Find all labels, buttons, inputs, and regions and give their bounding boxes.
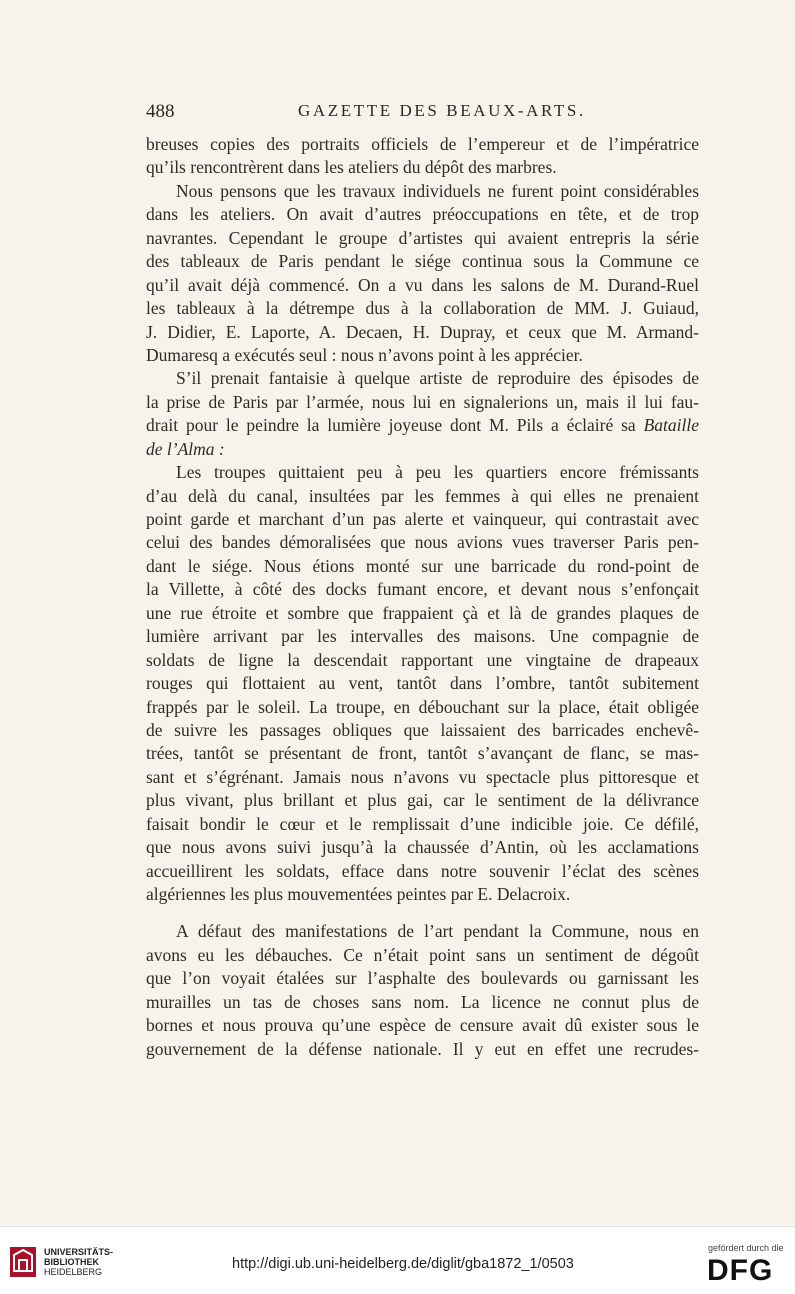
library-logo-icon bbox=[10, 1247, 36, 1277]
text-line-content: des tableaux de Paris pendant le siége continua sous la Commune ce bbox=[146, 251, 699, 272]
text-line bbox=[146, 649, 699, 672]
text-line-content: algériennes les plus mouvementées peintes par E. Delacroix. bbox=[146, 884, 571, 904]
text-line bbox=[146, 1038, 699, 1061]
text-line bbox=[146, 321, 699, 344]
body-text bbox=[146, 133, 699, 1061]
text-line bbox=[146, 274, 699, 297]
text-line-content: accueillirent les soldats, efface dans notre souvenir l’éclat des scènes bbox=[146, 860, 699, 881]
text-line bbox=[146, 531, 699, 554]
text-line-content: murailles un tas de choses sans nom. La licence ne connut plus de bbox=[146, 991, 699, 1012]
text-line-content: de suivre les passages obliques que laissaient des barricades enchevê- bbox=[146, 719, 699, 740]
text-line-content: que nous avons suivi jusqu’à la chaussée d’Antin, où les acclamations bbox=[146, 837, 699, 858]
text-line-content: A défaut des manifestations de l’art pendant la Commune, nous en bbox=[176, 921, 699, 942]
text-line bbox=[146, 367, 699, 390]
text-line-content: soldats de ligne la descendait rapportant une vingtaine de drapeaux bbox=[146, 649, 699, 670]
text-line bbox=[146, 742, 699, 765]
library-name-line2: BIBLIOTHEK bbox=[44, 1257, 99, 1267]
text-line-content: qu’il avait déjà commencé. On a vu dans les salons de M. Durand-Ruel bbox=[146, 274, 699, 295]
text-line-content: trées, tantôt se présentant de front, tantôt s’avançant de flanc, se mas- bbox=[146, 743, 699, 764]
text-line-content: sant et s’égrénant. Jamais nous n’avons vu spectacle plus pittoresque et bbox=[146, 766, 699, 787]
text-line-content: plus vivant, plus brillant et plus gai, car le sentiment de la délivrance bbox=[146, 790, 699, 811]
text-line bbox=[146, 944, 699, 967]
text-line-content: la Villette, à côté des docks fumant encore, et devant nous s’enfonçait bbox=[146, 579, 699, 600]
text-line bbox=[146, 344, 699, 367]
text-line-content: lumière arrivant par les intervalles des maisons. Une compagnie de bbox=[146, 626, 699, 647]
library-name-line1: UNIVERSITÄTS- bbox=[44, 1247, 114, 1257]
permalink-url[interactable]: http://digi.ub.uni-heidelberg.de/diglit/gba1872_1/0503 bbox=[232, 1256, 574, 1272]
text-line-content: Nous pensons que les travaux individuels ne furent point considérables bbox=[176, 180, 699, 201]
italic-title: de l’Alma : bbox=[146, 438, 225, 459]
text-line bbox=[146, 578, 699, 601]
funded-by-label: gefördert durch die bbox=[708, 1243, 784, 1253]
text-line-content: qu’ils rencontrèrent dans les ateliers du dépôt des marbres. bbox=[146, 157, 557, 178]
text-line-content: breuses copies des portraits officiels de l’empereur et de l’impératrice bbox=[146, 134, 699, 154]
text-line bbox=[146, 813, 699, 836]
text-line bbox=[146, 883, 699, 906]
text-line-content: frappés par le soleil. La troupe, en débouchant sur la place, était obligée bbox=[146, 696, 699, 717]
text-line-content: la prise de Paris par l’armée, nous lui en signalerions un, mais il lui fau- bbox=[146, 391, 699, 412]
text-line-content: S’il prenait fantaisie à quelque artiste de reproduire des épisodes de bbox=[176, 368, 699, 389]
text-line bbox=[146, 766, 699, 789]
text-line bbox=[146, 696, 699, 719]
text-line-content: rouges qui flottaient au vent, tantôt dans l’ombre, tantôt subitement bbox=[146, 673, 699, 694]
text-line bbox=[146, 508, 699, 531]
text-line-content: d’au delà du canal, insultées par les femmes à qui elles ne prenaient bbox=[146, 485, 699, 506]
text-line bbox=[146, 485, 699, 508]
footer-bar bbox=[0, 1226, 795, 1294]
text-line bbox=[146, 555, 699, 578]
text-line-content: faisait bondir le cœur et le remplissait d’une indicible joie. Ce défilé, bbox=[146, 813, 699, 834]
text-line-content: une rue étroite et sombre que frappaient çà et là de grandes plaques de bbox=[146, 602, 699, 623]
library-name-line3: HEIDELBERG bbox=[44, 1267, 103, 1277]
text-line bbox=[146, 789, 699, 812]
library-name bbox=[44, 1247, 113, 1277]
text-line bbox=[146, 133, 699, 156]
text-line bbox=[146, 391, 699, 414]
paragraph-gap bbox=[146, 906, 699, 920]
text-line-content: les tableaux à la détrempe dus à la collaboration de MM. J. Guiaud, bbox=[146, 298, 699, 319]
text-line bbox=[146, 297, 699, 320]
text-line bbox=[146, 836, 699, 859]
text-line-content: drait pour le peindre la lumière joyeuse dont M. Pils a éclairé sa bbox=[146, 415, 644, 436]
text-line bbox=[146, 672, 699, 695]
dfg-logo: DFG bbox=[707, 1254, 774, 1287]
text-line-content: avons eu les débauches. Ce n’était point sans un sentiment de dégoût bbox=[146, 944, 699, 965]
text-line bbox=[146, 180, 699, 203]
text-line-content: bornes et nous prouva qu’une espèce de censure avait dû exister sous le bbox=[146, 1015, 699, 1036]
text-line-content: dant le siége. Nous étions monté sur une barricade du rond-point de bbox=[146, 555, 699, 576]
text-line-content: que l’on voyait étalées sur l’asphalte des boulevards ou garnissant les bbox=[146, 968, 699, 989]
text-line-content: Les troupes quittaient peu à peu les quartiers encore frémissants bbox=[176, 462, 699, 483]
text-line bbox=[146, 602, 699, 625]
text-line bbox=[146, 625, 699, 648]
text-line-content: celui des bandes démoralisées que nous avions vues traverser Paris pen- bbox=[146, 532, 699, 553]
running-head: GAZETTE DES BEAUX-ARTS. bbox=[298, 101, 586, 120]
text-line bbox=[146, 156, 699, 179]
text-line-content: point garde et marchant d’un pas alerte et vainqueur, qui contrastait avec bbox=[146, 509, 699, 529]
text-line bbox=[146, 920, 699, 943]
text-line bbox=[146, 1014, 699, 1037]
text-line bbox=[146, 438, 699, 461]
text-line bbox=[146, 414, 699, 437]
text-line-content: gouvernement de la défense nationale. Il y eut en effet une recrudes- bbox=[146, 1038, 699, 1059]
text-line bbox=[146, 719, 699, 742]
text-line-content: navrantes. Cependant le groupe d’artistes qui avaient entrepris la série bbox=[146, 227, 699, 248]
text-line bbox=[146, 967, 699, 990]
text-line bbox=[146, 860, 699, 883]
text-line-content: J. Didier, E. Laporte, A. Decaen, H. Dupray, et ceux que M. Armand- bbox=[146, 321, 699, 342]
text-line-content: Dumaresq a exécutés seul : nous n’avons point à les apprécier. bbox=[146, 344, 583, 365]
text-line bbox=[146, 203, 699, 226]
text-line bbox=[146, 227, 699, 250]
page-number: 488 bbox=[146, 101, 175, 122]
text-line bbox=[146, 250, 699, 273]
text-line bbox=[146, 991, 699, 1014]
text-line-content: dans les ateliers. On avait d’autres préoccupations en tête, et de trop bbox=[146, 204, 699, 225]
italic-title: Bataille bbox=[643, 415, 699, 436]
text-line bbox=[146, 461, 699, 484]
